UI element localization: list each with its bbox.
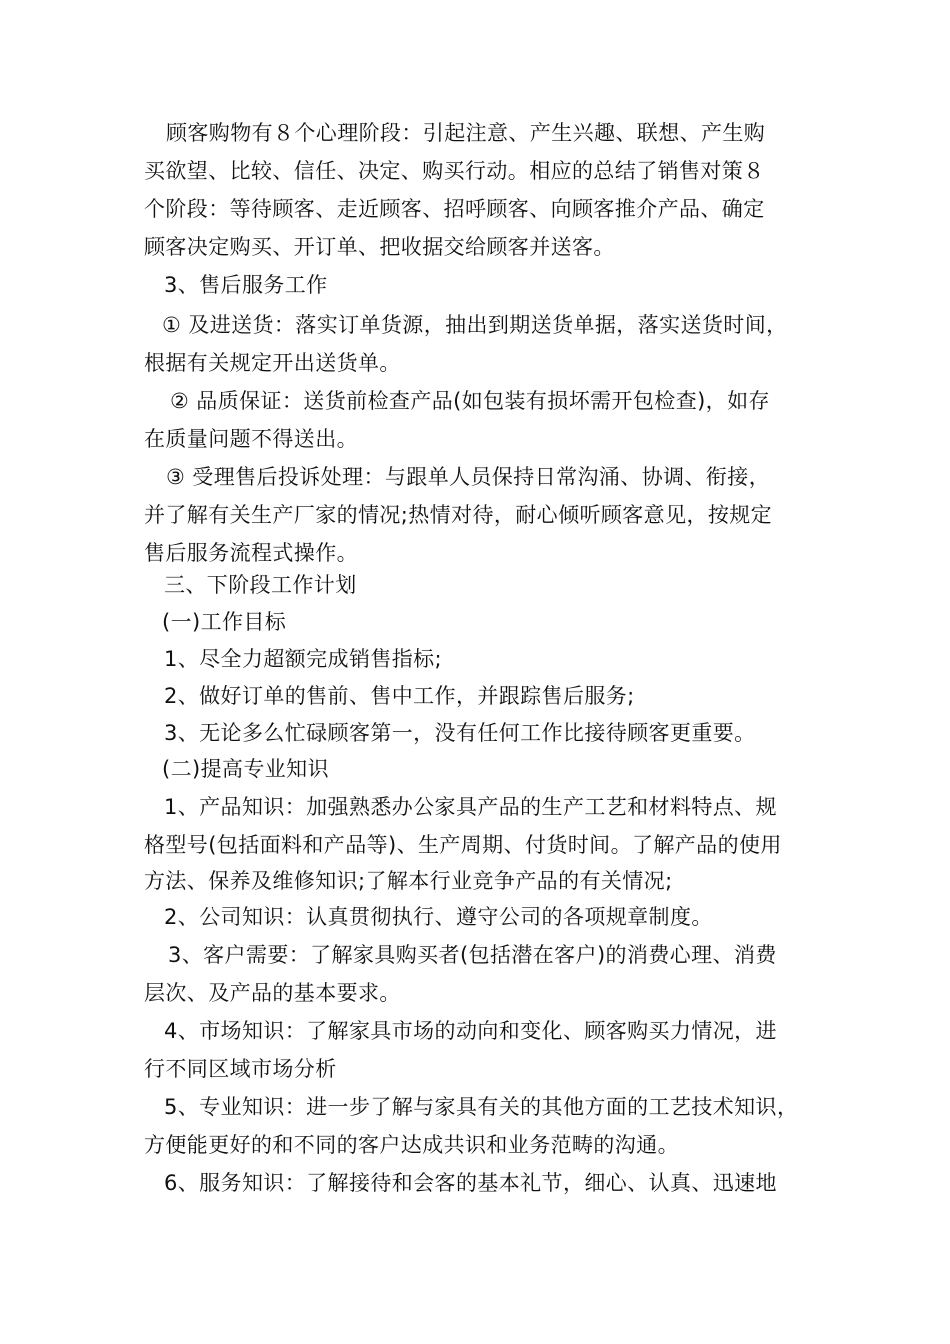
paragraph-line: 方法、保养及维修知识;了解本行业竞争产品的有关情况;: [144, 869, 673, 893]
paragraph-line: 1、产品知识：加强熟悉办公家具产品的生产工艺和材料特点、规: [164, 795, 777, 819]
paragraph-line: 并了解有关生产厂家的情况;热情对待，耐心倾听顾客意见，按规定: [144, 503, 773, 527]
paragraph-line: 5、专业知识：进一步了解与家具有关的其他方面的工艺技术知识，: [164, 1095, 799, 1119]
paragraph-line: ① 及进送货：落实订单货源，抽出到期送货单据，落实送货时间，: [162, 313, 788, 337]
list-item: 3、无论多么忙碌顾客第一，没有任何工作比接待顾客更重要。: [164, 721, 756, 745]
paragraph-line: 6、服务知识：了解接待和会客的基本礼节，细心、认真、迅速地: [164, 1171, 777, 1195]
paragraph-line: ③ 受理售后投诉处理：与跟单人员保持日常沟涌、协调、衔接，: [166, 465, 771, 489]
paragraph-line: 顾客购物有８个心理阶段：引起注意、产生兴趣、联想、产生购: [166, 121, 766, 145]
paragraph-line: 售后服务流程式操作。: [144, 541, 358, 565]
list-item: 1、尽全力超额完成销售指标;: [164, 647, 443, 671]
paragraph-line: 层次、及产品的基本要求。: [144, 981, 401, 1005]
subsection-heading: (一)工作目标: [162, 610, 287, 634]
paragraph-line: 行不同区域市场分析: [144, 1057, 337, 1081]
paragraph-line: ② 品质保证：送货前检查产品(如包装有损坏需开包检查)，如存: [170, 389, 770, 413]
paragraph-line: 根据有关规定开出送货单。: [144, 351, 401, 375]
paragraph-line: 个阶段：等待顾客、走近顾客、招呼顾客、向顾客推介产品、确定: [144, 197, 765, 221]
paragraph-line: 在质量问题不得送出。: [144, 427, 358, 451]
paragraph-line: 2、公司知识：认真贯彻执行、遵守公司的各项规章制度。: [164, 905, 713, 929]
section-heading: 三、下阶段工作计划: [164, 573, 357, 597]
paragraph-line: 格型号(包括面料和产品等)、生产周期、付货时间。了解产品的使用: [144, 833, 782, 857]
list-item: 2、做好订单的售前、售中工作，并跟踪售后服务;: [164, 684, 635, 708]
section-heading: 3、售后服务工作: [164, 273, 328, 297]
paragraph-line: 4、市场知识：了解家具市场的动向和变化、顾客购买力情况，进: [164, 1019, 777, 1043]
paragraph-line: 3、客户需要：了解家具购买者(包括潜在客户)的消费心理、消费: [168, 943, 777, 967]
paragraph-line: 买欲望、比较、信任、决定、购买行动。相应的总结了销售对策８: [144, 159, 765, 183]
subsection-heading: (二)提高专业知识: [162, 757, 329, 781]
paragraph-line: 顾客决定购买、开订单、把收据交给顾客并送客。: [144, 235, 615, 259]
paragraph-line: 方便能更好的和不同的客户达成共识和业务范畴的沟通。: [144, 1133, 679, 1157]
